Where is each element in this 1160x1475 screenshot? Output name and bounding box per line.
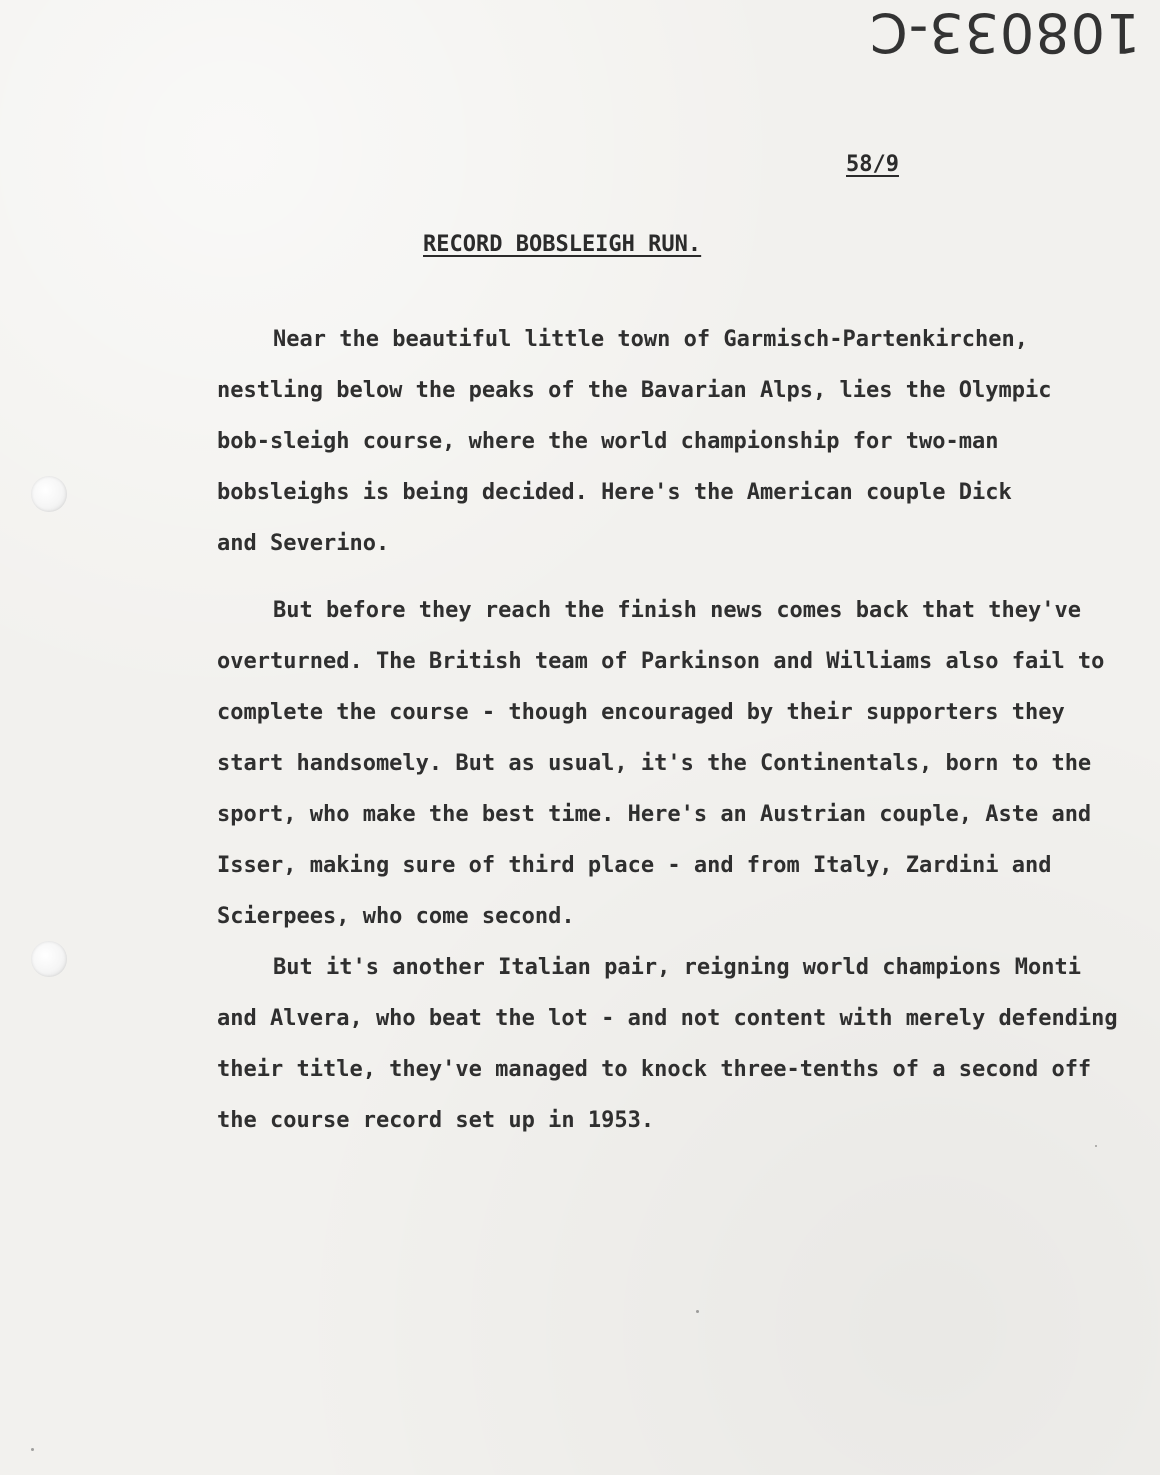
paragraph-2-line: sport, who make the best time. Here's an Austrian couple, Aste and — [217, 802, 1092, 827]
document-title: RECORD BOBSLEIGH RUN. — [423, 232, 702, 257]
scan-speck — [31, 1448, 34, 1451]
punch-hole-bottom — [31, 941, 67, 977]
scan-reference-mark: 108033-C — [868, 1, 1140, 64]
paragraph-1 — [217, 314, 1077, 569]
paragraph-1-line: and Severino. — [217, 531, 390, 556]
paragraph-1-line: bobsleighs is being decided. Here's the American couple Dick — [217, 480, 1012, 505]
paragraph-1-line: bob-sleigh course, where the world championship for two-man — [217, 429, 999, 454]
paragraph-3-line: But it's another Italian pair, reigning world champions Monti — [273, 955, 1081, 980]
scan-speck — [1095, 1145, 1097, 1147]
sheet-number: 58/9 — [846, 152, 899, 177]
paragraph-1-line: Near the beautiful little town of Garmisch-Partenkirchen, — [273, 327, 1028, 352]
paragraph-2-line: Scierpees, who come second. — [217, 904, 575, 929]
punch-hole-top — [31, 476, 67, 512]
paragraph-2 — [217, 585, 1105, 942]
paragraph-3-line: their title, they've managed to knock three-tenths of a second off — [217, 1057, 1092, 1082]
paragraph-3 — [217, 942, 1118, 1146]
paragraph-2-line: Isser, making sure of third place - and from Italy, Zardini and — [217, 853, 1052, 878]
paragraph-3-line: the course record set up in 1953. — [217, 1108, 655, 1133]
paragraph-2-line: complete the course - though encouraged by their supporters they — [217, 700, 1065, 725]
paragraph-2-line: overturned. The British team of Parkinson and Williams also fail to — [217, 649, 1105, 674]
paragraph-2-line: But before they reach the finish news comes back that they've — [273, 598, 1081, 623]
paragraph-2-line: start handsomely. But as usual, it's the Continentals, born to the — [217, 751, 1092, 776]
paragraph-3-line: and Alvera, who beat the lot - and not content with merely defending — [217, 1006, 1118, 1031]
scan-speck — [696, 1310, 699, 1313]
paragraph-1-line: nestling below the peaks of the Bavarian Alps, lies the Olympic — [217, 378, 1052, 403]
